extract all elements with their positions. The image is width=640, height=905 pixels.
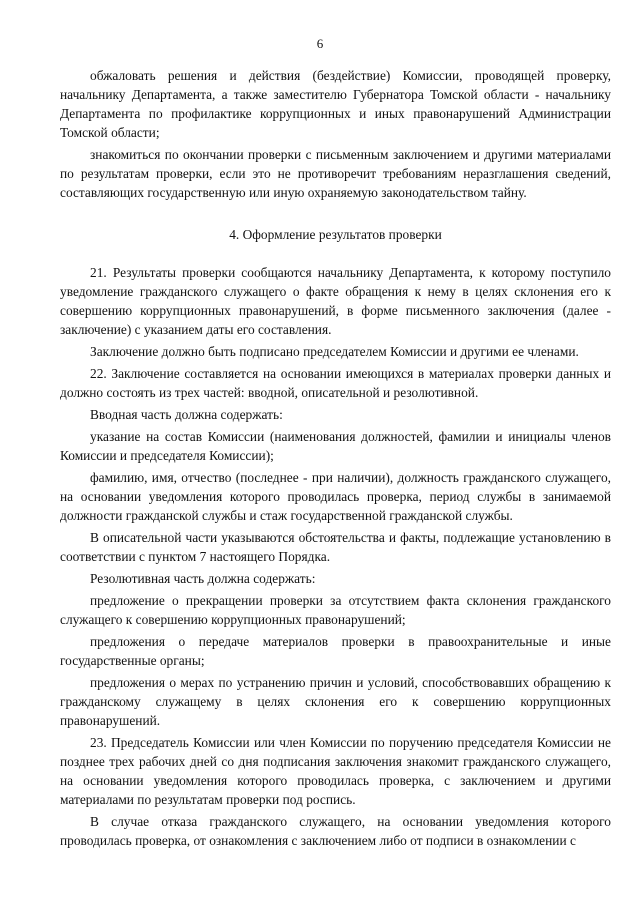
paragraph: 21. Результаты проверки сообщаются начальнику Департамента, к которому поступило уведомление гражданского служащего о факте обращения к нему в целях склонения его к совершению коррупционных правонарушений, в форме письменного заключения (далее - заключение) с указанием даты его составления. bbox=[60, 265, 611, 337]
paragraph: Заключение должно быть подписано председателем Комиссии и другими ее членами. bbox=[90, 344, 579, 359]
paragraph: Резолютивная часть должна содержать: bbox=[90, 571, 316, 586]
paragraph: указание на состав Комиссии (наименования должностей, фамилии и инициалы членов Комиссии и председателя Комиссии); bbox=[60, 429, 611, 463]
paragraph: Вводная часть должна содержать: bbox=[90, 407, 283, 422]
paragraph: предложения о мерах по устранению причин и условий, способствовавших обращению к гражданскому служащему в целях склонения его к совершению коррупционных правонарушений. bbox=[60, 675, 611, 728]
paragraph: предложения о передаче материалов проверки в правоохранительные и иные государственные органы; bbox=[60, 634, 611, 668]
paragraph: 22. Заключение составляется на основании имеющихся в материалах проверки данных и должно состоять из трех частей: вводной, описательной и резолютивной. bbox=[60, 366, 611, 400]
paragraph: фамилию, имя, отчество (последнее - при наличии), должность гражданского служащего, на основании уведомления которого проводилась проверка, период службы в занимаемой должности гражданской службы и стаж государственной гражданской службы. bbox=[60, 470, 611, 523]
document-body bbox=[60, 66, 611, 850]
paragraph: знакомиться по окончании проверки с письменным заключением и другими материалами по результатам проверки, если это не противоречит требованиям неразглашения сведений, составляющих государственную или иную охраняемую законодательством тайну. bbox=[60, 147, 611, 200]
section-heading: 4. Оформление результатов проверки bbox=[229, 227, 442, 242]
paragraph: В описательной части указываются обстоятельства и факты, подлежащие установлению в соответствии с пунктом 7 настоящего Порядка. bbox=[60, 530, 611, 564]
paragraph: 23. Председатель Комиссии или член Комиссии по поручению председателя Комиссии не позднее трех рабочих дней со дня подписания заключения знакомит гражданского служащего, на основании уведомления которого проводилась проверка, с заключением и другими материалами по результатам проверки под роспись. bbox=[60, 735, 611, 807]
paragraph: предложение о прекращении проверки за отсутствием факта склонения гражданского служащего к совершению коррупционных правонарушений; bbox=[60, 593, 611, 627]
paragraph: В случае отказа гражданского служащего, на основании уведомления которого проводилась проверка, от ознакомления с заключением либо от подписи в ознакомлении с bbox=[60, 814, 611, 848]
page-number: 6 bbox=[316, 36, 324, 51]
paragraph: обжаловать решения и действия (бездействие) Комиссии, проводящей проверку, начальнику Департамента, а также заместителю Губернатора Томской области - начальнику Департамента по профилактике коррупционных и иных правонарушений Администрации Томской области; bbox=[60, 68, 611, 140]
